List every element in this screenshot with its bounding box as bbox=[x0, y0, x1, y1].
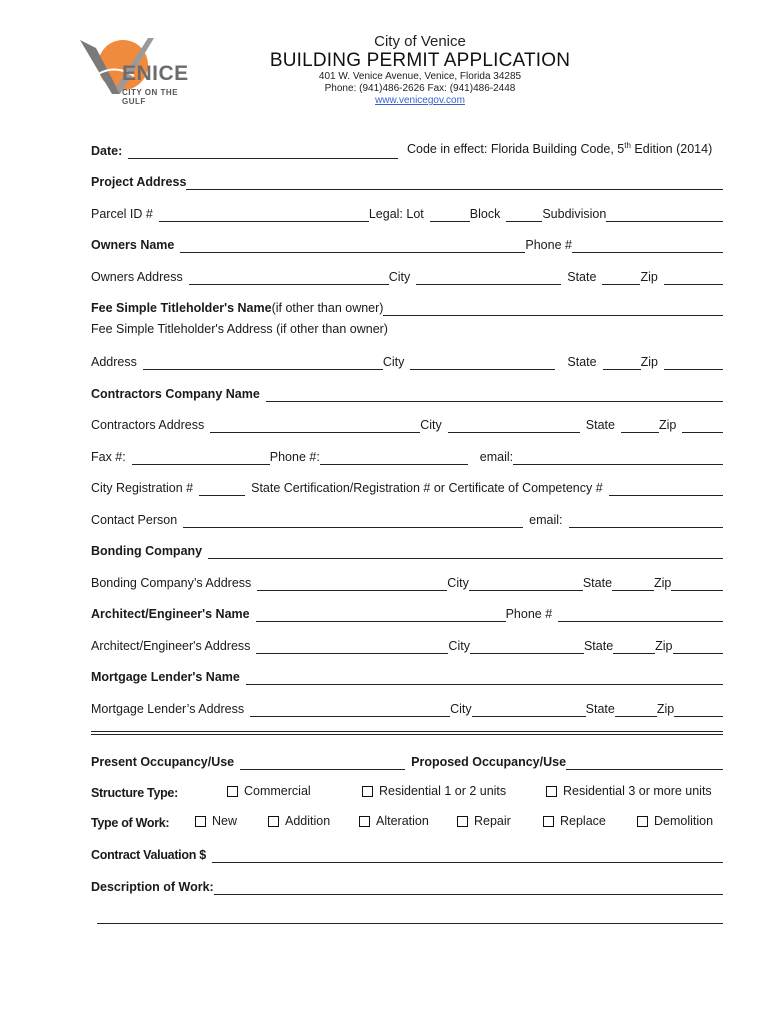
architect-phone-field[interactable] bbox=[558, 605, 723, 622]
logo-word: ENICE bbox=[122, 62, 189, 85]
checkbox-icon[interactable] bbox=[227, 786, 238, 797]
fee-state-field[interactable] bbox=[603, 353, 641, 370]
work-option-alteration[interactable] bbox=[359, 814, 429, 828]
mortgage-state-field[interactable] bbox=[615, 700, 657, 717]
mortgage-address-row bbox=[91, 699, 723, 717]
owners-city-field[interactable] bbox=[416, 268, 561, 285]
architect-address-row bbox=[91, 636, 723, 654]
contractors-address-label: Contractors Address bbox=[91, 418, 205, 432]
fee-zip-field[interactable] bbox=[664, 353, 723, 370]
fee-simple-if-other: (if other than owner) bbox=[271, 301, 384, 315]
work-option-label: Addition bbox=[285, 814, 331, 828]
owners-state-label: State bbox=[567, 270, 597, 284]
owners-address-field[interactable] bbox=[189, 268, 389, 285]
city-phone-fax: Phone: (941)486-2626 Fax: (941)486-2448 bbox=[324, 83, 516, 94]
website-link[interactable]: www.venicegov.com bbox=[375, 95, 465, 106]
city-name: City of Venice bbox=[374, 33, 466, 50]
architect-zip-field[interactable] bbox=[673, 637, 723, 654]
contractors-state-field[interactable] bbox=[621, 416, 659, 433]
mortgage-name-label: Mortgage Lender's Name bbox=[91, 670, 240, 684]
fax-field[interactable] bbox=[132, 448, 270, 465]
architect-name-field[interactable] bbox=[256, 605, 506, 622]
checkbox-icon[interactable] bbox=[195, 816, 206, 827]
present-occupancy-label: Present Occupancy/Use bbox=[91, 755, 235, 769]
project-address-label: Project Address bbox=[91, 175, 187, 189]
city-registration-field[interactable] bbox=[199, 479, 245, 496]
bonding-state-field[interactable] bbox=[612, 574, 654, 591]
project-address-row bbox=[91, 172, 723, 190]
mortgage-city-label: City bbox=[450, 702, 472, 716]
registration-row bbox=[91, 478, 723, 496]
section-divider-bottom bbox=[91, 734, 723, 735]
bonding-address-label: Bonding Company’s Address bbox=[91, 576, 252, 590]
contractors-company-row bbox=[91, 384, 723, 402]
structure-option-residential-3plus[interactable] bbox=[546, 784, 712, 798]
mortgage-address-label: Mortgage Lender’s Address bbox=[91, 702, 245, 716]
contact-person-label: Contact Person bbox=[91, 513, 178, 527]
mortgage-name-field[interactable] bbox=[246, 668, 723, 685]
proposed-occupancy-label: Proposed Occupancy/Use bbox=[411, 755, 567, 769]
structure-option-label: Residential 3 or more units bbox=[563, 784, 712, 798]
contractors-city-field[interactable] bbox=[448, 416, 580, 433]
owners-name-label: Owners Name bbox=[91, 238, 175, 252]
fee-simple-address-label: Fee Simple Titleholder's Address (if other than owner) bbox=[91, 322, 388, 336]
description-label: Description of Work: bbox=[91, 880, 214, 894]
architect-zip-label: Zip bbox=[655, 639, 673, 653]
owners-address-row bbox=[91, 267, 723, 285]
date-row bbox=[91, 141, 401, 159]
code-text: Code in effect: Florida Building Code, 5 bbox=[407, 142, 625, 157]
work-option-demolition[interactable] bbox=[637, 814, 713, 828]
work-option-new[interactable] bbox=[195, 814, 237, 828]
architect-state-field[interactable] bbox=[613, 637, 655, 654]
checkbox-icon[interactable] bbox=[543, 816, 554, 827]
checkbox-icon[interactable] bbox=[268, 816, 279, 827]
fee-simple-name-row bbox=[91, 298, 723, 316]
contractor-phone-field[interactable] bbox=[320, 448, 468, 465]
contract-valuation-row bbox=[91, 845, 723, 863]
work-option-label: Repair bbox=[474, 814, 511, 828]
architect-address-field[interactable] bbox=[256, 637, 448, 654]
subdivision-label: Subdivision bbox=[542, 207, 607, 221]
contractors-state-label: State bbox=[585, 418, 615, 432]
bonding-zip-field[interactable] bbox=[671, 574, 723, 591]
fee-state-label: State bbox=[567, 355, 597, 369]
code-sup: th bbox=[624, 141, 631, 150]
owners-address-label: Owners Address bbox=[91, 270, 183, 284]
parcel-id-field[interactable] bbox=[159, 205, 369, 222]
architect-city-label: City bbox=[448, 639, 470, 653]
structure-option-residential-1-2[interactable] bbox=[362, 784, 506, 798]
architect-name-row bbox=[91, 604, 723, 622]
fee-address-field[interactable] bbox=[143, 353, 383, 370]
occupancy-row bbox=[91, 752, 723, 770]
section-divider-top bbox=[91, 731, 723, 732]
bonding-company-label: Bonding Company bbox=[91, 544, 203, 558]
mortgage-state-label: State bbox=[585, 702, 615, 716]
work-option-label: New bbox=[212, 814, 238, 828]
mortgage-city-field[interactable] bbox=[472, 700, 586, 717]
description-row bbox=[91, 877, 723, 895]
owners-zip-field[interactable] bbox=[664, 268, 723, 285]
contractor-email-label: email: bbox=[479, 450, 514, 464]
mortgage-name-row bbox=[91, 667, 723, 685]
date-field[interactable] bbox=[128, 142, 398, 159]
code-in-effect bbox=[407, 141, 712, 156]
checkbox-icon[interactable] bbox=[546, 786, 557, 797]
mortgage-zip-label: Zip bbox=[656, 702, 675, 716]
work-option-label: Alteration bbox=[376, 814, 429, 828]
mortgage-zip-field[interactable] bbox=[674, 700, 723, 717]
contractor-email-field[interactable] bbox=[513, 448, 723, 465]
contact-email-label: email: bbox=[529, 513, 563, 527]
contractors-city-label: City bbox=[420, 418, 442, 432]
contractors-company-label: Contractors Company Name bbox=[91, 387, 260, 401]
contractors-zip-label: Zip bbox=[658, 418, 677, 432]
mortgage-address-field[interactable] bbox=[250, 700, 450, 717]
bonding-zip-label: Zip bbox=[654, 576, 672, 590]
block-field[interactable] bbox=[506, 205, 542, 222]
fee-simple-name-field[interactable] bbox=[383, 299, 723, 316]
checkbox-icon[interactable] bbox=[362, 786, 373, 797]
architect-address-label: Architect/Engineer's Address bbox=[91, 639, 251, 653]
subdivision-field[interactable] bbox=[606, 205, 723, 222]
checkbox-icon[interactable] bbox=[637, 816, 648, 827]
legal-lot-label: Legal: Lot bbox=[368, 207, 424, 221]
bonding-company-field[interactable] bbox=[208, 542, 723, 559]
date-label: Date: bbox=[91, 144, 123, 158]
work-option-repair[interactable] bbox=[457, 814, 511, 828]
work-option-label: Replace bbox=[560, 814, 606, 828]
bonding-address-row bbox=[91, 573, 723, 591]
owners-city-label: City bbox=[388, 270, 411, 284]
fee-address-label: Address bbox=[91, 355, 137, 369]
fee-city-field[interactable] bbox=[410, 353, 555, 370]
fee-city-label: City bbox=[382, 355, 405, 369]
contact-person-row bbox=[91, 510, 723, 528]
architect-city-field[interactable] bbox=[470, 637, 584, 654]
description-extra-line[interactable] bbox=[97, 923, 723, 924]
work-option-replace[interactable] bbox=[543, 814, 606, 828]
bonding-state-label: State bbox=[582, 576, 613, 590]
bonding-address-field[interactable] bbox=[257, 574, 447, 591]
state-cert-label: State Certification/Registration # or Certificate of Competency # bbox=[251, 481, 603, 495]
architect-name-label: Architect/Engineer's Name bbox=[91, 607, 250, 621]
owners-state-field[interactable] bbox=[602, 268, 640, 285]
proposed-occupancy-field[interactable] bbox=[566, 753, 723, 770]
fee-zip-label: Zip bbox=[640, 355, 658, 369]
owners-name-row bbox=[91, 235, 723, 253]
owners-phone-label: Phone # bbox=[525, 238, 572, 252]
bonding-city-field[interactable] bbox=[469, 574, 583, 591]
owners-zip-label: Zip bbox=[640, 270, 658, 284]
checkbox-icon[interactable] bbox=[457, 816, 468, 827]
parcel-id-label: Parcel ID # bbox=[91, 207, 153, 221]
form-title: BUILDING PERMIT APPLICATION bbox=[269, 50, 571, 71]
parcel-row bbox=[91, 204, 723, 222]
contractor-contact-row bbox=[91, 447, 723, 465]
contract-valuation-label: Contract Valuation $ bbox=[91, 848, 206, 862]
contact-person-field[interactable] bbox=[183, 511, 523, 528]
bonding-city-label: City bbox=[447, 576, 469, 590]
fee-address-row bbox=[91, 352, 723, 370]
contract-valuation-field[interactable] bbox=[212, 846, 723, 863]
present-occupancy-field[interactable] bbox=[240, 753, 405, 770]
structure-option-label: Commercial bbox=[244, 784, 311, 798]
type-of-work-label: Type of Work: bbox=[91, 816, 170, 830]
venice-logo bbox=[76, 34, 200, 104]
contractors-address-row bbox=[91, 415, 723, 433]
structure-option-commercial[interactable] bbox=[227, 784, 311, 798]
city-registration-label: City Registration # bbox=[91, 481, 194, 495]
contractors-company-field[interactable] bbox=[266, 385, 723, 402]
city-address: 401 W. Venice Avenue, Venice, Florida 34285 bbox=[318, 71, 522, 82]
owners-name-field[interactable] bbox=[180, 236, 525, 253]
fax-label: Fax #: bbox=[91, 450, 126, 464]
project-address-field[interactable] bbox=[186, 173, 723, 190]
structure-type-label: Structure Type: bbox=[91, 786, 178, 800]
state-cert-field[interactable] bbox=[609, 479, 723, 496]
description-field[interactable] bbox=[214, 878, 723, 895]
work-option-label: Demolition bbox=[654, 814, 714, 828]
owners-phone-field[interactable] bbox=[572, 236, 723, 253]
architect-state-label: State bbox=[583, 639, 614, 653]
logo-tagline: CITY ON THE GULF bbox=[122, 88, 179, 106]
bonding-company-row bbox=[91, 541, 723, 559]
code-tail: Edition (2014) bbox=[630, 142, 713, 157]
contractor-phone-label: Phone #: bbox=[269, 450, 320, 464]
contractors-zip-field[interactable] bbox=[682, 416, 723, 433]
architect-phone-label: Phone # bbox=[505, 607, 553, 621]
checkbox-icon[interactable] bbox=[359, 816, 370, 827]
block-label: Block bbox=[469, 207, 501, 221]
work-option-addition[interactable] bbox=[268, 814, 330, 828]
contact-email-field[interactable] bbox=[569, 511, 723, 528]
lot-field[interactable] bbox=[430, 205, 470, 222]
contractors-address-field[interactable] bbox=[210, 416, 420, 433]
fee-simple-name-label: Fee Simple Titleholder's Name bbox=[91, 301, 272, 315]
structure-option-label: Residential 1 or 2 units bbox=[379, 784, 507, 798]
